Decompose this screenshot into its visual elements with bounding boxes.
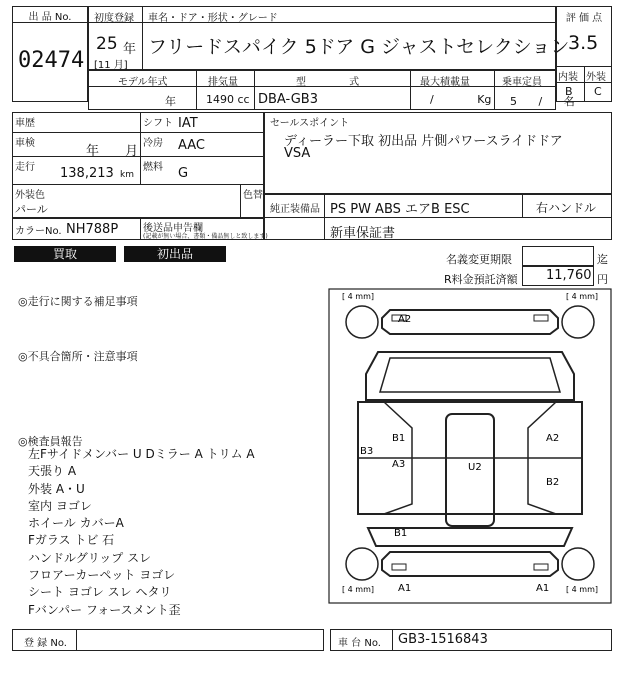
- equipment-div2: [522, 194, 523, 218]
- tire-depth-bl: [ 4 mm]: [342, 585, 375, 594]
- tire-depth-tl: [ 4 mm]: [342, 292, 375, 301]
- model-year-unit: 年: [165, 95, 176, 108]
- inspector-line: 室内 ヨゴレ: [28, 498, 92, 513]
- recycle-value: 11,760: [546, 268, 592, 283]
- inspector-line: シート ヨゴレ スレ ヘタリ: [28, 585, 172, 600]
- front-lamp-right-icon: [534, 315, 548, 321]
- docs-label: 後送品申告欄: [143, 223, 203, 234]
- reg-month: [11 月]: [94, 60, 128, 71]
- reg-no-label: 登 録 No.: [24, 638, 67, 649]
- ext-color-value: パール: [15, 203, 48, 216]
- name-change-unit: 迄: [597, 253, 608, 266]
- color-row-div: [140, 218, 141, 240]
- damage-mark: B1: [394, 528, 408, 539]
- tire-rear-right-icon: [562, 548, 594, 580]
- reg-year: 25: [96, 34, 118, 54]
- equipment-label: 純正装備品: [270, 204, 320, 215]
- sales-point-line1: ディーラー下取 初出品 片側パワースライドドア: [284, 134, 563, 149]
- docs-note: (記載が無い場合、書類・備品無しと致します): [143, 233, 268, 240]
- damage-mark: A1: [536, 583, 550, 594]
- spec-div1: [196, 70, 197, 110]
- score-value: 3.5: [568, 32, 599, 54]
- details-line3: [12, 184, 264, 185]
- inspector-line: Fガラス トビ 石: [28, 533, 115, 548]
- spec-div2: [254, 70, 255, 110]
- reg-year-unit: 年: [123, 42, 137, 57]
- name-change-label: 名義変更期限: [446, 253, 512, 266]
- car-diagram: [328, 288, 612, 604]
- shift-value: IAT: [178, 116, 198, 131]
- first-listing-tag: 初出品: [124, 246, 226, 262]
- repaint-label: 色替: [243, 190, 263, 201]
- chassis-div: [392, 629, 393, 651]
- sales-point-line2: VSA: [284, 146, 311, 161]
- recycle-label: R料金預託済額: [444, 273, 518, 286]
- inspection-value: 年 月: [86, 144, 139, 159]
- rear-lamp-right-icon: [534, 564, 548, 570]
- sales-point-label: セールスポイント: [270, 118, 350, 129]
- ac-value: AAC: [178, 138, 205, 153]
- mileage-value: 138,213: [60, 166, 114, 181]
- repaint-vdiv: [240, 184, 241, 218]
- inspector-line: 外装 A・U: [28, 481, 85, 496]
- damage-mark: A2: [398, 314, 412, 325]
- driving-notes-label: ◎走行に関する補足事項: [18, 295, 138, 308]
- details-grid: [12, 112, 264, 218]
- inspector-line: 左Fサイドメンバー U Dミラー A トリム A: [28, 447, 255, 461]
- title-subline: [88, 22, 556, 23]
- fuel-label: 燃料: [143, 162, 163, 173]
- name-label: 車名・ドア・形状・グレード: [148, 13, 278, 24]
- tire-front-right-icon: [562, 306, 594, 338]
- details-vdiv: [140, 112, 141, 184]
- inspector-line: ハンドルグリップ スレ: [28, 550, 152, 565]
- reg-no-div: [76, 629, 77, 651]
- inspector-line: Fバンパー フォースメント歪: [28, 602, 181, 617]
- first-reg-label: 初度登録: [94, 13, 134, 24]
- lot-label: 出 品 No.: [28, 12, 72, 23]
- rear-bumper-icon: [382, 552, 558, 576]
- damage-mark: A1: [398, 583, 412, 594]
- purchase-tag: 買取: [14, 246, 116, 262]
- displacement-label: 排気量: [208, 77, 238, 88]
- inspector-line: フロアーカーペット ヨゴレ: [28, 568, 176, 583]
- damage-mark: A3: [392, 459, 406, 470]
- tire-front-left-icon: [346, 306, 378, 338]
- docs-value: 新車保証書: [330, 226, 396, 241]
- capacity-value: 5 / 名: [510, 95, 575, 108]
- details-line1: [12, 132, 264, 133]
- model-year-label: モデル年式: [118, 77, 168, 88]
- type-value: DBA-GB3: [258, 92, 318, 107]
- inspector-line: ホイール カバーA: [28, 516, 124, 531]
- mileage-label: 走行: [15, 162, 35, 173]
- max-load-label: 最大積載量: [420, 77, 470, 88]
- shift-label: シフト: [143, 118, 173, 129]
- tire-depth-br: [ 4 mm]: [566, 585, 599, 594]
- first-reg-divider: [142, 6, 143, 70]
- chassis-value: GB3-1516843: [398, 632, 488, 647]
- interior-label: 内装: [558, 72, 578, 83]
- tire-rear-left-icon: [346, 548, 378, 580]
- rear-lamp-left-icon: [392, 564, 406, 570]
- spec-div3: [410, 70, 411, 110]
- color-no-label: カラーNo.: [15, 226, 62, 237]
- windshield-icon: [380, 358, 560, 392]
- handle-value: 右ハンドル: [536, 201, 597, 215]
- fuel-value: G: [178, 166, 189, 181]
- chassis-label: 車 台 No.: [338, 638, 381, 649]
- score-grade-mid: [584, 66, 585, 102]
- tire-depth-tr: [ 4 mm]: [566, 292, 599, 301]
- recycle-unit: 円: [597, 273, 608, 286]
- damage-mark: A2: [546, 433, 560, 444]
- equipment-value: PS PW ABS エアB ESC: [330, 202, 470, 217]
- hood-icon: [366, 352, 574, 400]
- exterior-label: 外装: [586, 72, 606, 83]
- score-label: 評 価 点: [565, 13, 603, 24]
- inspector-label: ◎検査員報告: [18, 435, 83, 448]
- max-load-value: / Kg: [430, 93, 492, 106]
- damage-mark: B2: [546, 477, 560, 488]
- type-label: 型 式: [296, 77, 360, 88]
- lot-number: 02474: [18, 48, 85, 73]
- color-no-value: NH788P: [66, 222, 119, 237]
- lot-label-line: [12, 22, 88, 23]
- displacement-value: 1490 cc: [206, 93, 250, 106]
- inspector-line: 天張り A: [28, 464, 77, 479]
- defects-label: ◎不具合箇所・注意事項: [18, 350, 138, 363]
- docs-row: [264, 218, 612, 240]
- spec-div4: [494, 70, 495, 110]
- name-change-box: [522, 246, 594, 266]
- damage-mark: B1: [392, 433, 406, 444]
- damage-mark: U2: [468, 462, 482, 473]
- exterior-grade: C: [594, 85, 602, 98]
- ac-label: 冷房: [143, 138, 163, 149]
- mileage-unit: km: [120, 170, 134, 180]
- inspection-label: 車検: [15, 138, 35, 149]
- history-label: 車歴: [15, 118, 35, 129]
- damage-mark: B3: [360, 446, 374, 457]
- interior-grade: B: [565, 85, 573, 98]
- capacity-label: 乗車定員: [502, 77, 542, 88]
- ext-color-label: 外装色: [15, 190, 45, 201]
- car-name: フリードスパイク 5ドア G ジャストセレクション: [148, 36, 570, 58]
- inspector-lines: [28, 446, 255, 619]
